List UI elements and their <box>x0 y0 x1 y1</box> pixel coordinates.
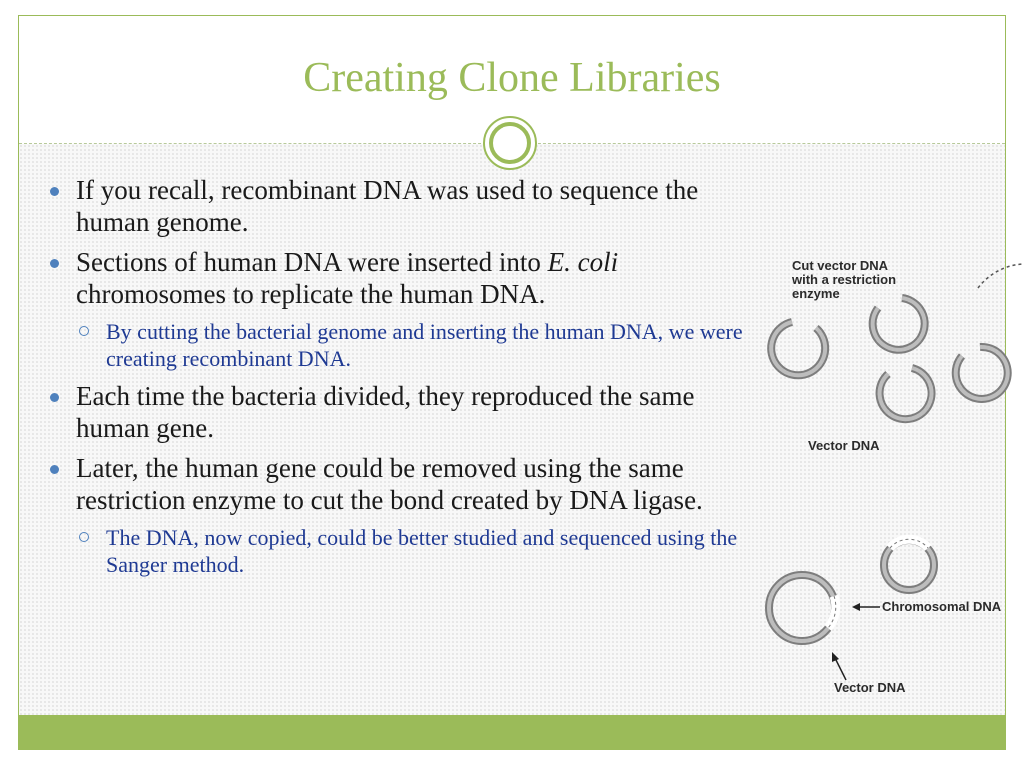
label-chromosomal-dna: Chromosomal DNA <box>882 599 1002 614</box>
label-cut-vector-line3: enzyme <box>792 286 840 301</box>
bullet-text: If you recall, recombinant DNA was used to sequence the human genome. <box>76 175 699 237</box>
bullet-text: Later, the human gene could be removed using the same restriction enzyme to cut the bond created by DNA ligase. <box>76 453 703 515</box>
sub-bullet-text: By cutting the bacterial genome and inserting the human DNA, we were creating recombinant DNA. <box>106 319 743 371</box>
bullet-dot-icon <box>50 259 59 268</box>
sub-bullet-ring-icon <box>79 532 89 542</box>
label-vector-dna-top: Vector DNA <box>808 438 880 453</box>
footer-bar <box>19 715 1005 749</box>
plasmid-diagram <box>762 250 1024 700</box>
bullet-text: Each time the bacteria divided, they reproduced the same human gene. <box>76 381 695 443</box>
sub-bullet-text: The DNA, now copied, could be better studied and sequenced using the Sanger method. <box>106 525 738 577</box>
bullet-item <box>48 452 770 516</box>
slide-title: Creating Clone Libraries <box>303 55 721 101</box>
bullet-dot-icon <box>50 187 59 196</box>
sub-bullet-ring-icon <box>79 326 89 336</box>
bullet-list <box>48 174 770 586</box>
bullet-item <box>48 174 770 238</box>
recombinant-plasmid-large-icon <box>769 575 836 641</box>
label-cut-vector-line1: Cut vector DNA <box>792 258 889 273</box>
bullet-dot-icon <box>50 465 59 474</box>
title-circle-ornament <box>482 115 538 171</box>
bullet-italic-species: E. coli <box>547 247 619 277</box>
partial-plasmid-arc-icon <box>978 264 1024 288</box>
label-cut-vector-line2: with a restriction <box>792 272 897 287</box>
sub-bullet-item <box>48 524 770 578</box>
bullet-item <box>48 380 770 444</box>
bullet-text-before: Sections of human DNA were inserted into <box>76 247 548 277</box>
recombinant-plasmid-small-icon <box>884 539 934 590</box>
bullet-item <box>48 246 770 310</box>
bullet-text-after: chromosomes to replicate the human DNA. <box>76 279 546 309</box>
sub-bullet-item <box>48 318 770 372</box>
bullet-dot-icon <box>50 393 59 402</box>
label-vector-dna-bottom: Vector DNA <box>834 680 906 695</box>
